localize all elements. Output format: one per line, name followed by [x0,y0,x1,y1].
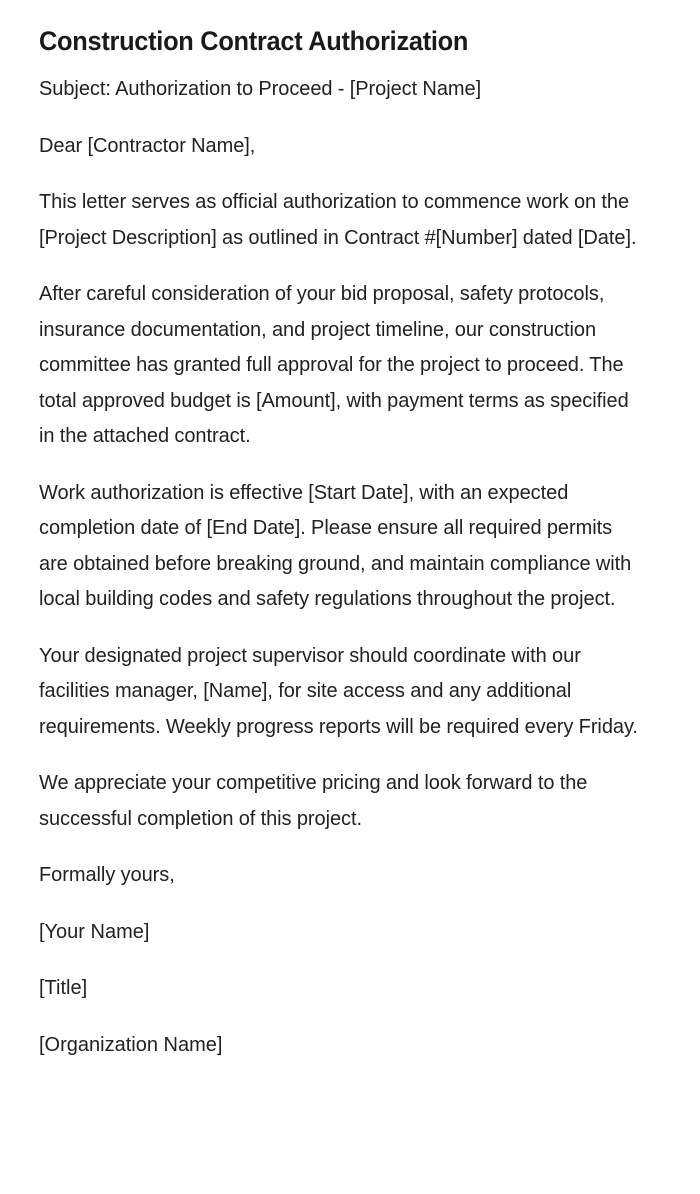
signature-organization: [Organization Name] [39,1033,223,1056]
body-paragraph: Your designated project supervisor should coordinate with our facilities manager, [Name], for site access and any additional requirements. Weekly progress reports will be required every Friday. [39,644,638,738]
closing-salutation: Formally yours, [39,864,175,886]
body-paragraph: This letter serves as official authorization to commence work on the [Project Description] as outlined in Contract #[Number] dated [Date]. [39,191,637,249]
signature-name: [Your Name] [39,920,150,943]
body-paragraph: Work authorization is effective [Start Date], with an expected completion date of [End Date]. Please ensure all required permits are obtained before breaking ground, and maintain compliance with local building codes and safety regulations throughout the project. [39,481,632,610]
subject-line: Subject: Authorization to Proceed - [Project Name] [39,78,482,100]
signature-title: [Title] [39,977,88,999]
page-title: Construction Contract Authorization [39,26,469,56]
body-paragraph: We appreciate your competitive pricing and look forward to the successful completion of this project. [39,772,588,830]
body-paragraph: After careful consideration of your bid proposal, safety protocols, insurance documentation, and project timeline, our construction committee has granted full approval for the project to proceed. The total approved budget is [Amount], with payment terms as specified in the attached contract. [39,283,629,447]
letter-body [39,72,638,1063]
salutation: Dear [Contractor Name], [39,134,256,157]
